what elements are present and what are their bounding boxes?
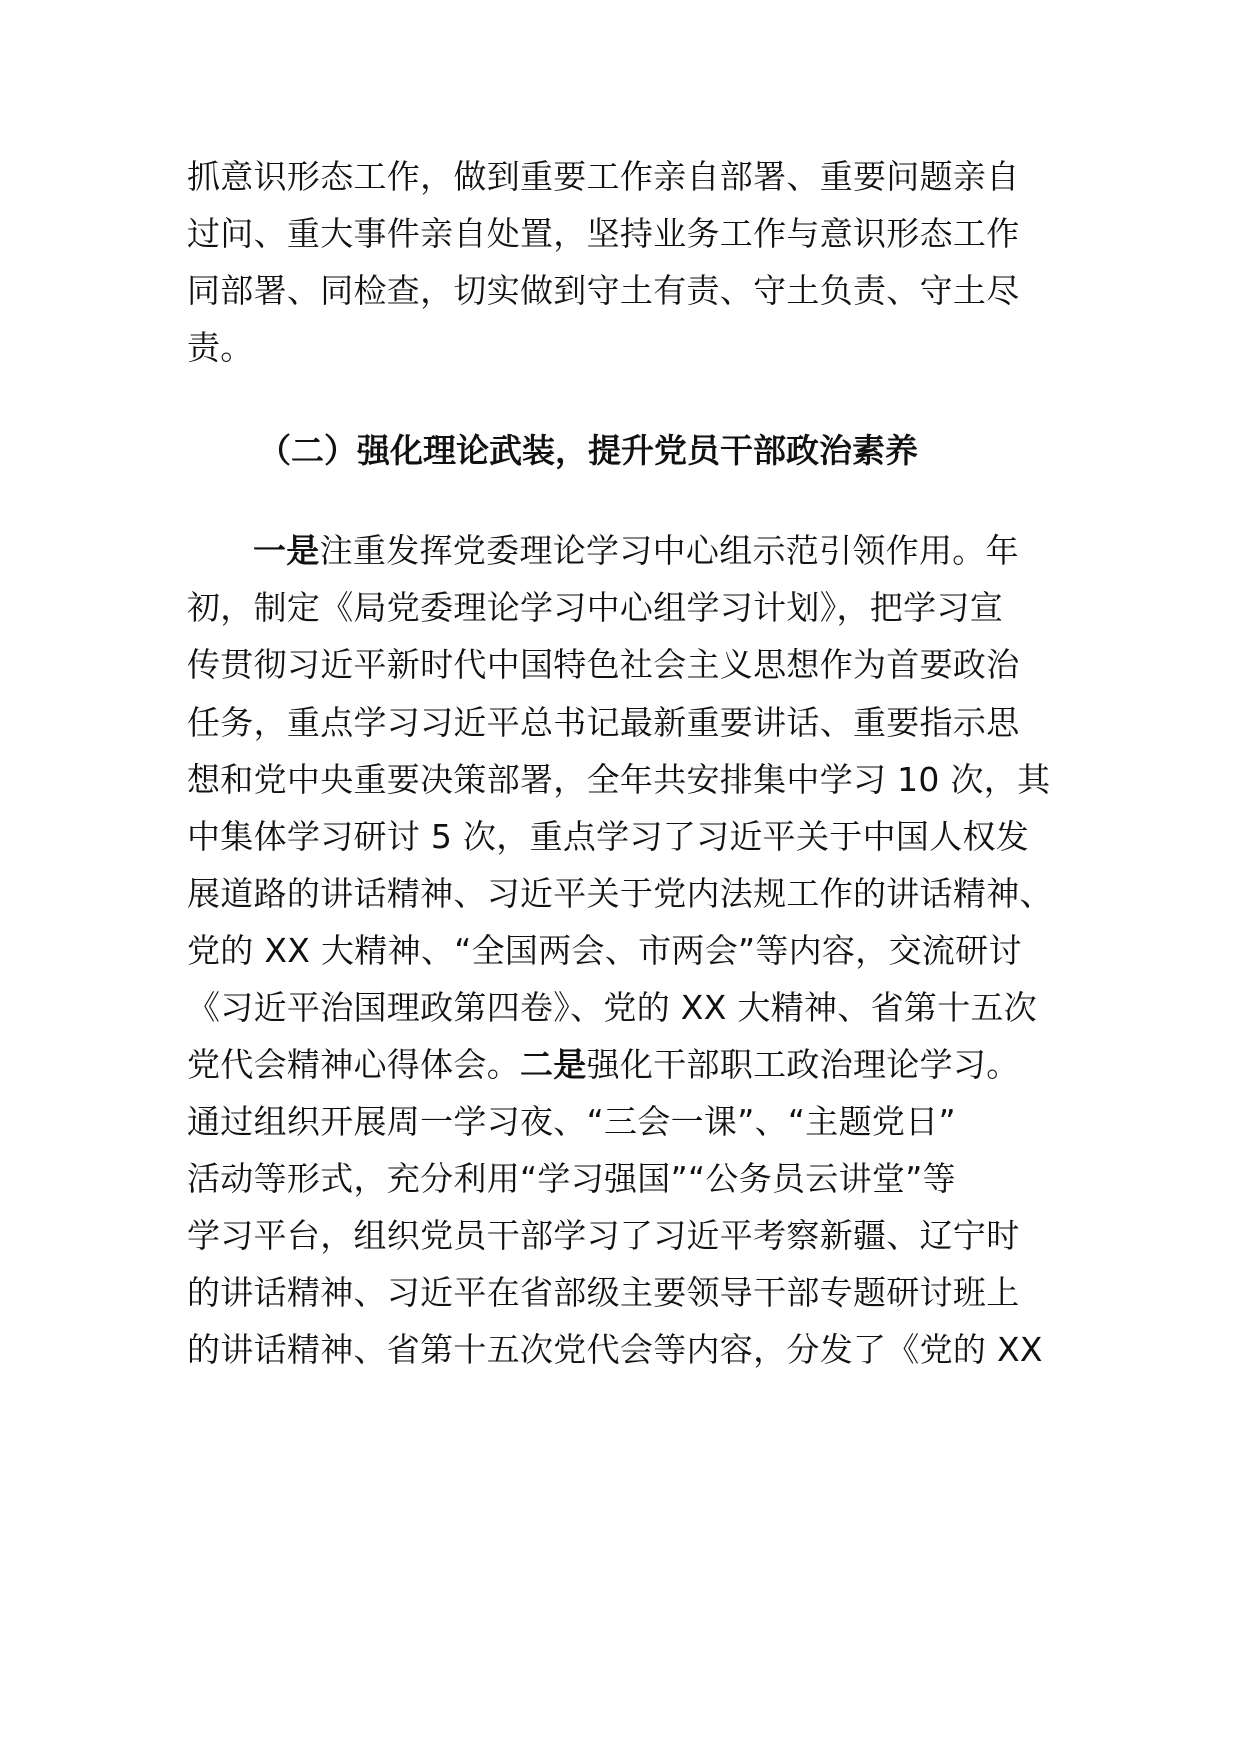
bold-lead: 一是	[253, 531, 320, 570]
paragraph-line: 过问、重大事件亲自处置，坚持业务工作与意识形态工作	[187, 214, 1020, 253]
paragraph-line: 《习近平治国理政第四卷》、党的 XX 大精神、省第十五次	[187, 988, 1038, 1027]
paragraph-line: 初，制定《局党委理论学习中心组学习计划》，把学习宣	[187, 588, 1003, 627]
paragraph-line: 想和党中央重要决策部署，全年共安排集中学习 10 次，其	[187, 760, 1051, 799]
paragraph-line: 通过组织开展周一学习夜、“三会一课”、“主题党日”	[187, 1102, 956, 1141]
text-span: 强化干部职工政治理论学习。	[586, 1045, 1020, 1084]
text-span: 党代会精神心得体会。	[187, 1045, 520, 1084]
paragraph-line: 任务，重点学习习近平总书记最新重要讲话、重要指示思	[187, 703, 1020, 742]
paragraph-line: 活动等形式，充分利用“学习强国”“公务员云讲堂”等	[187, 1159, 956, 1198]
paragraph-line: 同部署、同检查，切实做到守土有责、守土负责、守土尽	[187, 271, 1020, 310]
paragraph-line: 学习平台，组织党员干部学习了习近平考察新疆、辽宁时	[187, 1216, 1020, 1255]
paragraph-line: 的讲话精神、习近平在省部级主要领导干部专题研讨班上	[187, 1273, 1020, 1312]
paragraph-line	[187, 1045, 1020, 1085]
paragraph-line: 责。	[187, 328, 254, 367]
paragraph-line: 展道路的讲话精神、习近平关于党内法规工作的讲话精神、	[187, 874, 1053, 913]
paragraph-line: 的讲话精神、省第十五次党代会等内容，分发了《党的 XX	[187, 1330, 1043, 1369]
paragraph-line: 抓意识形态工作，做到重要工作亲自部署、重要问题亲自	[187, 157, 1020, 196]
section-heading: （二）强化理论武装，提升党员干部政治素养	[258, 431, 918, 470]
paragraph-line: 中集体学习研讨 5 次，重点学习了习近平关于中国人权发	[187, 817, 1030, 856]
paragraph-line	[253, 531, 1019, 571]
paragraph-line: 党的 XX 大精神、“全国两会、市两会”等内容，交流研讨	[187, 931, 1022, 970]
bold-lead: 二是	[520, 1045, 587, 1084]
paragraph-line: 传贯彻习近平新时代中国特色社会主义思想作为首要政治	[187, 645, 1020, 684]
text-span: 注重发挥党委理论学习中心组示范引领作用。年	[319, 531, 1019, 570]
